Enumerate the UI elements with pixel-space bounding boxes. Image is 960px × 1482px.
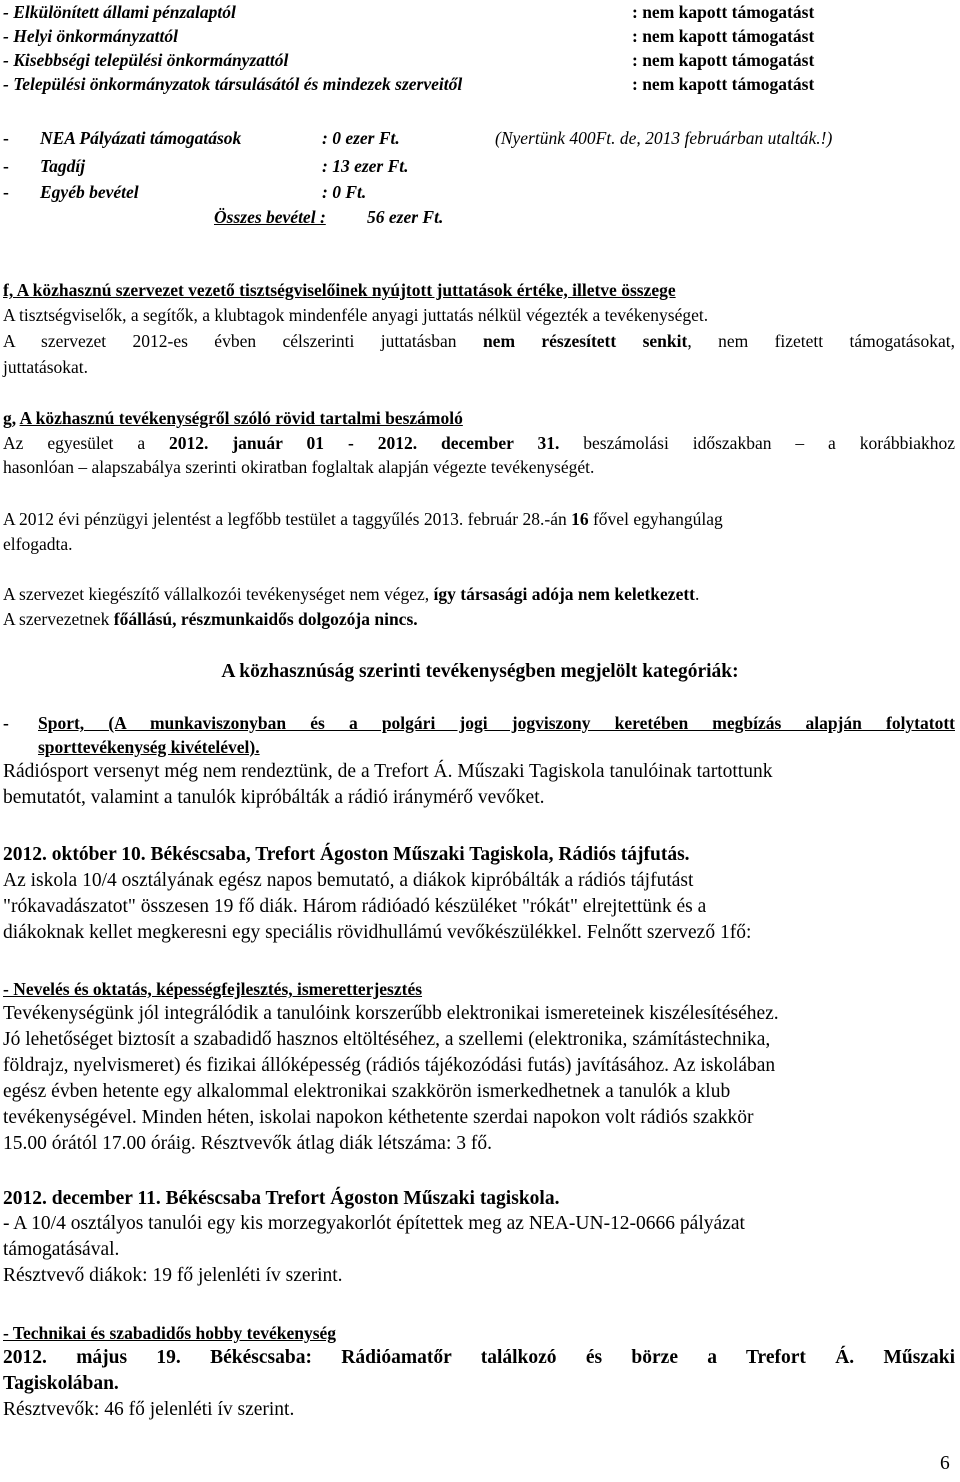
section-f-text: juttatásokat.: [3, 357, 89, 377]
hobby-heading: - Technikai és szabadidős hobby tevékenység: [3, 1323, 337, 1343]
education-text: Tevékenységünk jól integrálódik a tanulóink korszerűbb elektronikai ismereteinek kiszélesítéséhez.: [3, 1003, 779, 1024]
sport-text: Rádiósport versenyt még nem rendeztünk, de a Trefort Á. Műszaki Tagiskola tanulóinak tartottunk: [3, 761, 773, 782]
section-f-heading: f, A közhasznú szervezet vezető tisztségviselőinek nyújtott juttatások értéke, illetve összege: [3, 280, 676, 300]
page-number: 6: [940, 1453, 950, 1474]
education-event-text: Résztvevő diákok: 19 fő jelenléti ív szerint.: [3, 1265, 343, 1286]
income-dash: -: [3, 156, 9, 176]
funding-value: : nem kapott támogatást: [632, 2, 815, 22]
section-g-heading: g, A közhasznú tevékenységről szóló rövid tartalmi beszámoló: [3, 408, 463, 428]
hobby-event: 2012. május 19. Békéscsaba: Rádióamatőr találkozó és börze a Trefort Á. Műszaki: [3, 1347, 955, 1368]
section-g-text: A szervezet kiegészítő vállalkozói tevékenységet nem végez, így társasági adója nem keletkezett.: [3, 584, 700, 604]
education-event-text: támogatásával.: [3, 1239, 120, 1260]
funding-row: - Kisebbségi települési önkormányzattól: [3, 50, 289, 70]
education-text: földrajz, nyelvismeret) és fizikai állóképesség (rádiós tájékozódási futás) javításához. Az iskolában: [3, 1055, 776, 1076]
income-nea-value: : 0 ezer Ft.: [322, 128, 400, 148]
sport-event: 2012. október 10. Békéscsaba, Trefort Ágoston Műszaki Tagiskola, Rádiós tájfutás.: [3, 844, 690, 865]
income-egyeb-label: Egyéb bevétel: [40, 182, 139, 202]
section-g-text: A 2012 évi pénzügyi jelentést a legfőbb testület a taggyűlés 2013. február 28.-án 16 fővel egyhangúlag: [3, 509, 723, 529]
section-g-text: hasonlóan – alapszabálya szerinti okiratban foglaltak alapján végezte tevékenységét.: [3, 457, 595, 477]
funding-value: : nem kapott támogatást: [632, 26, 815, 46]
funding-row: - Helyi önkormányzattól: [3, 26, 178, 46]
hobby-event-cont: Tagiskolában.: [3, 1373, 119, 1394]
section-g-text: Az egyesület a 2012. január 01 - 2012. december 31. beszámolási időszakban – a korábbiakhoz: [3, 433, 955, 453]
sport-dash: -: [3, 713, 9, 733]
income-nea-note: (Nyertünk 400Ft. de, 2013 februárban utalták.!): [495, 128, 833, 148]
education-text: egész évben hetente egy alkalommal elektronikai szakkörön ismerkedhetnek a tanulók a klub: [3, 1081, 731, 1102]
funding-value: : nem kapott támogatást: [632, 74, 815, 94]
income-total-label: Összes bevétel :: [214, 207, 326, 227]
income-dash: -: [3, 182, 9, 202]
income-tagdij-label: Tagdíj: [40, 156, 86, 176]
sport-text: bemutatót, valamint a tanulók kipróbálták a rádió iránymérő vevőket.: [3, 787, 545, 808]
sport-heading: Sport, (A munkaviszonyban és a polgári jogi jogviszony keretében megbízás alapján folytatott: [38, 713, 955, 733]
education-text: tevékenységével. Minden héten, iskolai napokon kéthetente szerdai napokon volt rádiós szakkör: [3, 1107, 754, 1128]
section-f-paragraph: A szervezet 2012-es évben célszerinti juttatásban nem részesített senkit, nem fizetett támogatásokat,: [3, 331, 955, 351]
education-heading: - Nevelés és oktatás, képességfejlesztés, ismeretterjesztés: [3, 979, 423, 999]
section-g-text: A szervezetnek főállású, részmunkaidős dolgozója nincs.: [3, 609, 418, 629]
income-total-value: 56 ezer Ft.: [367, 207, 444, 227]
sport-event-text: Az iskola 10/4 osztályának egész napos bemutató, a diákok kipróbálták a rádiós tájfutást: [3, 870, 694, 891]
education-text: 15.00 órától 17.00 óráig. Résztvevők átlag diák létszáma: 3 fő.: [3, 1133, 492, 1154]
funding-value: : nem kapott támogatást: [632, 50, 815, 70]
sport-event-text: diákoknak kellet megkeresni egy speciális rövidhullámú vevőkészülékkel. Felnőtt szervező 1fő:: [3, 922, 752, 943]
education-event: 2012. december 11. Békéscsaba Trefort Ágoston Műszaki tagiskola.: [3, 1188, 560, 1209]
section-f-text: A tisztségviselők, a segítők, a klubtagok mindenféle anyagi juttatás nélkül végezték a tevékenységet.: [3, 305, 709, 325]
hobby-participants: Résztvevők: 46 fő jelenléti ív szerint.: [3, 1399, 295, 1420]
income-tagdij-value: : 13 ezer Ft.: [322, 156, 409, 176]
funding-row: - Elkülönített állami pénzalaptól: [3, 2, 236, 22]
sport-event-text: "rókavadászatot" összesen 19 fő diák. Három rádióadó készüléket "rókát" elrejtettünk és a: [3, 896, 707, 917]
sport-heading-cont: sporttevékenység kivételével).: [38, 737, 260, 757]
categories-title: A közhasznúság szerinti tevékenységben megjelölt kategóriák:: [221, 661, 739, 682]
funding-row: - Települési önkormányzatok társulásától és mindezek szerveitől: [3, 74, 463, 94]
income-egyeb-value: : 0 Ft.: [322, 182, 367, 202]
education-text: Jó lehetőséget biztosít a szabadidő hasznos eltöltéséhez, a szellemi (elektronika, számítástechnika,: [3, 1029, 771, 1050]
income-dash: -: [3, 128, 9, 148]
income-nea-label: NEA Pályázati támogatások: [40, 128, 242, 148]
education-event-text: - A 10/4 osztályos tanulói egy kis morzegyakorlót építettek meg az NEA-UN-12-0666 pályázat: [3, 1213, 745, 1234]
section-g-text: elfogadta.: [3, 534, 73, 554]
